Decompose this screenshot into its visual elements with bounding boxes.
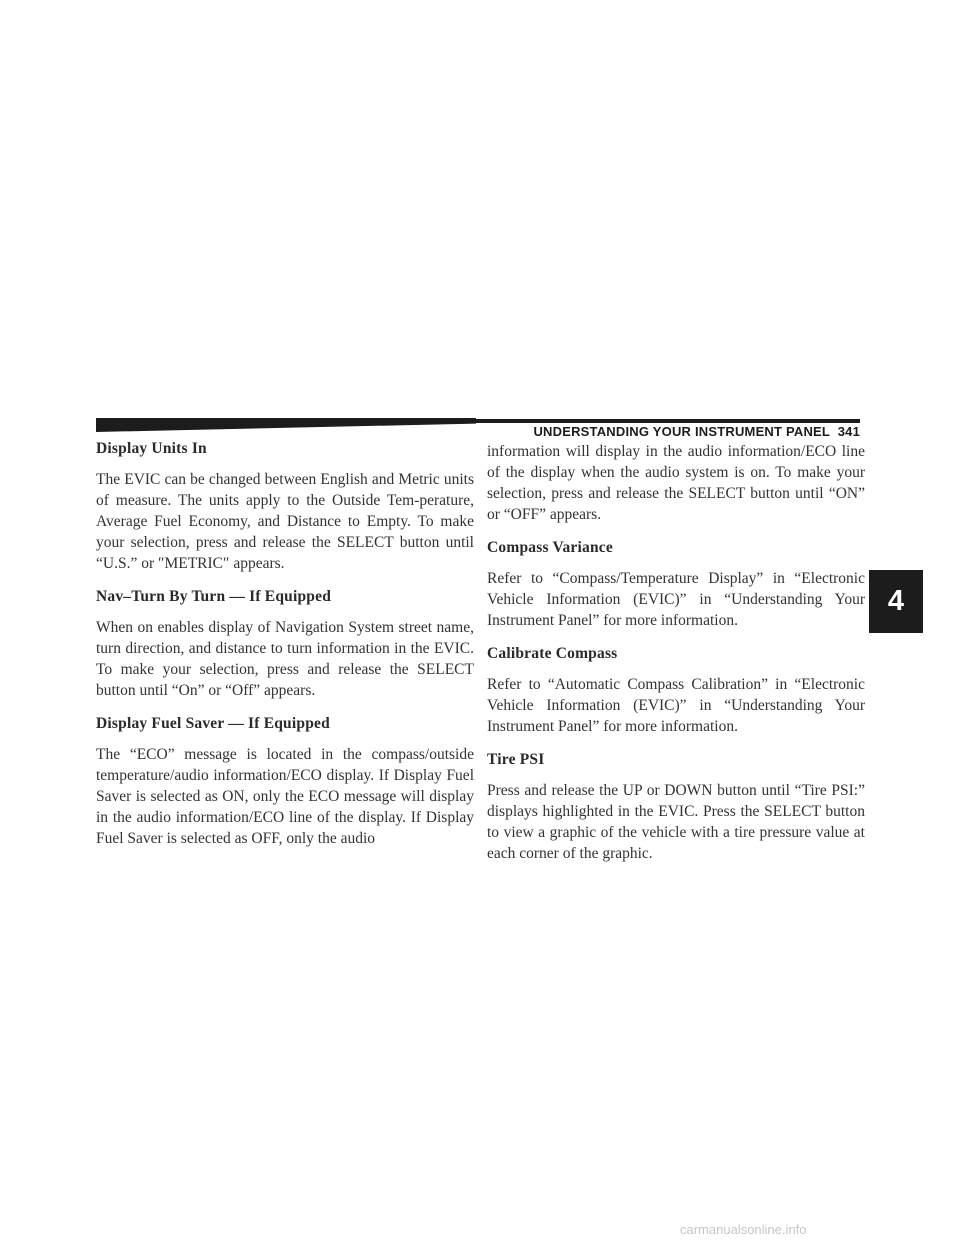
section-text: Refer to “Automatic Compass Calibration” in “Electronic Vehicle Information (EVIC)” in “Understanding Your Instrument Panel” for more information. bbox=[487, 676, 865, 735]
right-column bbox=[487, 441, 865, 878]
section-text: The “ECO” message is located in the compass/outside temperature/audio information/ECO display. If Display Fuel Saver is selected as ON, only the ECO message will display in the audio information/ECO line of the display. If Display Fuel Saver is selected as OFF, only the audio bbox=[96, 746, 474, 847]
section-text: When on enables display of Navigation System street name, turn direction, and distance to turn information in the EVIC. To make your selection, press and release the SELECT button until “On” or “Off” appears. bbox=[96, 619, 474, 699]
section-heading: Compass Variance bbox=[487, 539, 613, 556]
running-header bbox=[488, 424, 860, 439]
section-heading: Display Fuel Saver — If Equipped bbox=[96, 715, 330, 732]
section-text: The EVIC can be changed between English and Metric units of measure. The units apply to the Outside Tem-perature, Average Fuel Economy, and Distance to Empty. To make your selection, press and release the SELECT button until “U.S.” or ″METRIC″ appears. bbox=[96, 471, 474, 572]
continuation-text: information will display in the audio information/ECO line of the display when the audio system is on. To make your selection, press and release the SELECT button until “ON” or “OFF” appears. bbox=[487, 443, 865, 523]
left-column bbox=[96, 440, 474, 863]
section-heading: Calibrate Compass bbox=[487, 645, 618, 662]
watermark: carmanualsonline.info bbox=[680, 1222, 807, 1237]
header-rule-wedge bbox=[96, 418, 476, 432]
header-title: UNDERSTANDING YOUR INSTRUMENT PANEL bbox=[533, 424, 831, 439]
section-heading: Display Units In bbox=[96, 440, 207, 457]
chapter-tab: 4 bbox=[869, 570, 923, 633]
header-rule-line bbox=[476, 419, 860, 423]
section-heading: Tire PSI bbox=[487, 751, 545, 768]
page-number: 341 bbox=[837, 424, 860, 439]
section-heading: Nav–Turn By Turn — If Equipped bbox=[96, 588, 332, 605]
section-text: Refer to “Compass/Temperature Display” in “Electronic Vehicle Information (EVIC)” in “Understanding Your Instrument Panel” for more information. bbox=[487, 570, 865, 629]
section-text: Press and release the UP or DOWN button until “Tire PSI:” displays highlighted in the EVIC. Press the SELECT button to view a graphic of the vehicle with a tire pressure value at each corner of the graphic. bbox=[487, 782, 865, 862]
